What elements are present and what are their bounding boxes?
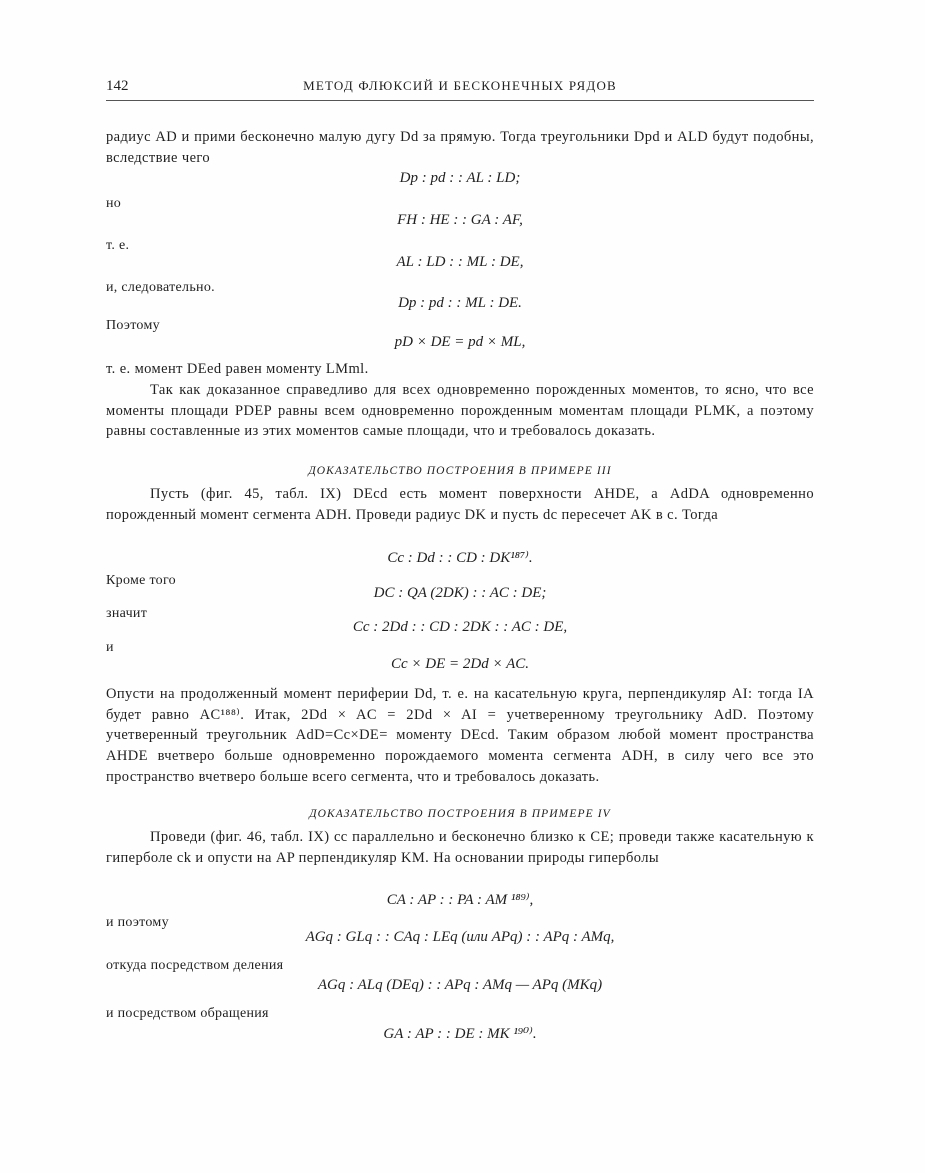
paragraph: радиус AD и прими бесконечно малую дугу Dd за прямую. Тогда треугольники Dpd и ALD будут подобны, вследствие чего — [106, 129, 814, 166]
formula: AGq : ALq (DEq) : : APq : AMq — APq (MKq) — [317, 977, 603, 993]
connective-word: и — [106, 640, 114, 655]
formula: FH : HE : : GA : AF, — [397, 212, 523, 228]
paragraph: Проведи (фиг. 46, табл. IX) cc параллельно и бесконечно близко к CE; проведи также касательную к гиперболе ck и опусти на AP перпендикуляр KM. На основании природы гиперболы — [106, 829, 814, 866]
connective-word: откуда посредством деления — [106, 958, 284, 973]
connective-word: и посредством обращения — [106, 1006, 269, 1021]
formula: CA : AP : : PA : AM ¹⁸⁹⁾, — [386, 892, 534, 908]
connective-word: Поэтому — [106, 318, 160, 333]
formula: Cc : Dd : : CD : DK¹⁸⁷⁾. — [387, 550, 533, 566]
formula: AGq : GLq : : CAq : LEq (или APq) : : APq : AMq, — [305, 929, 615, 945]
paragraph: Так как доказанное справедливо для всех одновременно порожденных моментов, то ясно, что все моменты площади PDEP равны всем одновременно порожденным моментам площади PLMK, а поэтому равны составленные из этих моментов самые площади, что и требовалось доказать. — [106, 382, 814, 440]
connective-word: Кроме того — [106, 573, 176, 588]
connective-word: т. е. — [106, 238, 130, 253]
running-title: МЕТОД ФЛЮКСИЙ И БЕСКОНЕЧНЫХ РЯДОВ — [303, 78, 617, 93]
formula: DC : QA (2DK) : : AC : DE; — [373, 585, 547, 601]
formula: Dp : pd : : ML : DE. — [398, 295, 522, 311]
formula: Cc × DE = 2Dd × AC. — [390, 656, 529, 672]
connective-word: и, следовательно. — [106, 280, 215, 295]
connective-word: и поэтому — [106, 915, 169, 930]
connective-word: значит — [106, 606, 148, 621]
formula: AL : LD : : ML : DE, — [396, 254, 524, 270]
paragraph: т. е. момент DEed равен моменту LMml. — [106, 361, 369, 377]
paragraph: Опусти на продолженный момент периферии Dd, т. е. на касательную круга, перпендикуляр AI: тогда IA будет равно AC¹⁸⁸⁾. Итак, 2Dd × AC = 2Dd × AI = учетверенному треугольнику AdD. Поэтому учетверенный треугольник AdD=Cc×DE= моменту DEcd. Таким образом любой момент пространства AHDE вчетверо больше одновременно порождаемого момента сегмента ADH, в силу чего все это пространство вчетверо больше всего сегмента, что и требовалось доказать. — [106, 686, 814, 785]
paragraph: Пусть (фиг. 45, табл. IX) DEcd есть момент поверхности AHDE, а AdDA одновременно порожденный момент сегмента ADH. Проведи радиус DK и пусть dc пересечет AK в c. Тогда — [106, 486, 814, 523]
page-number: 142 — [106, 78, 129, 94]
section-heading: ДОКАЗАТЕЛЬСТВО ПОСТРОЕНИЯ В ПРИМЕРЕ III — [308, 465, 612, 477]
connective-word: но — [106, 196, 122, 211]
formula: Dp : pd : : AL : LD; — [399, 170, 521, 186]
formula: GA : AP : : DE : MK ¹⁹⁰⁾. — [383, 1026, 537, 1042]
section-heading: ДОКАЗАТЕЛЬСТВО ПОСТРОЕНИЯ В ПРИМЕРЕ IV — [309, 808, 611, 820]
formula: Cc : 2Dd : : CD : 2DK : : AC : DE, — [352, 619, 568, 635]
page-header — [106, 78, 814, 101]
formula: pD × DE = pd × ML, — [394, 334, 526, 350]
